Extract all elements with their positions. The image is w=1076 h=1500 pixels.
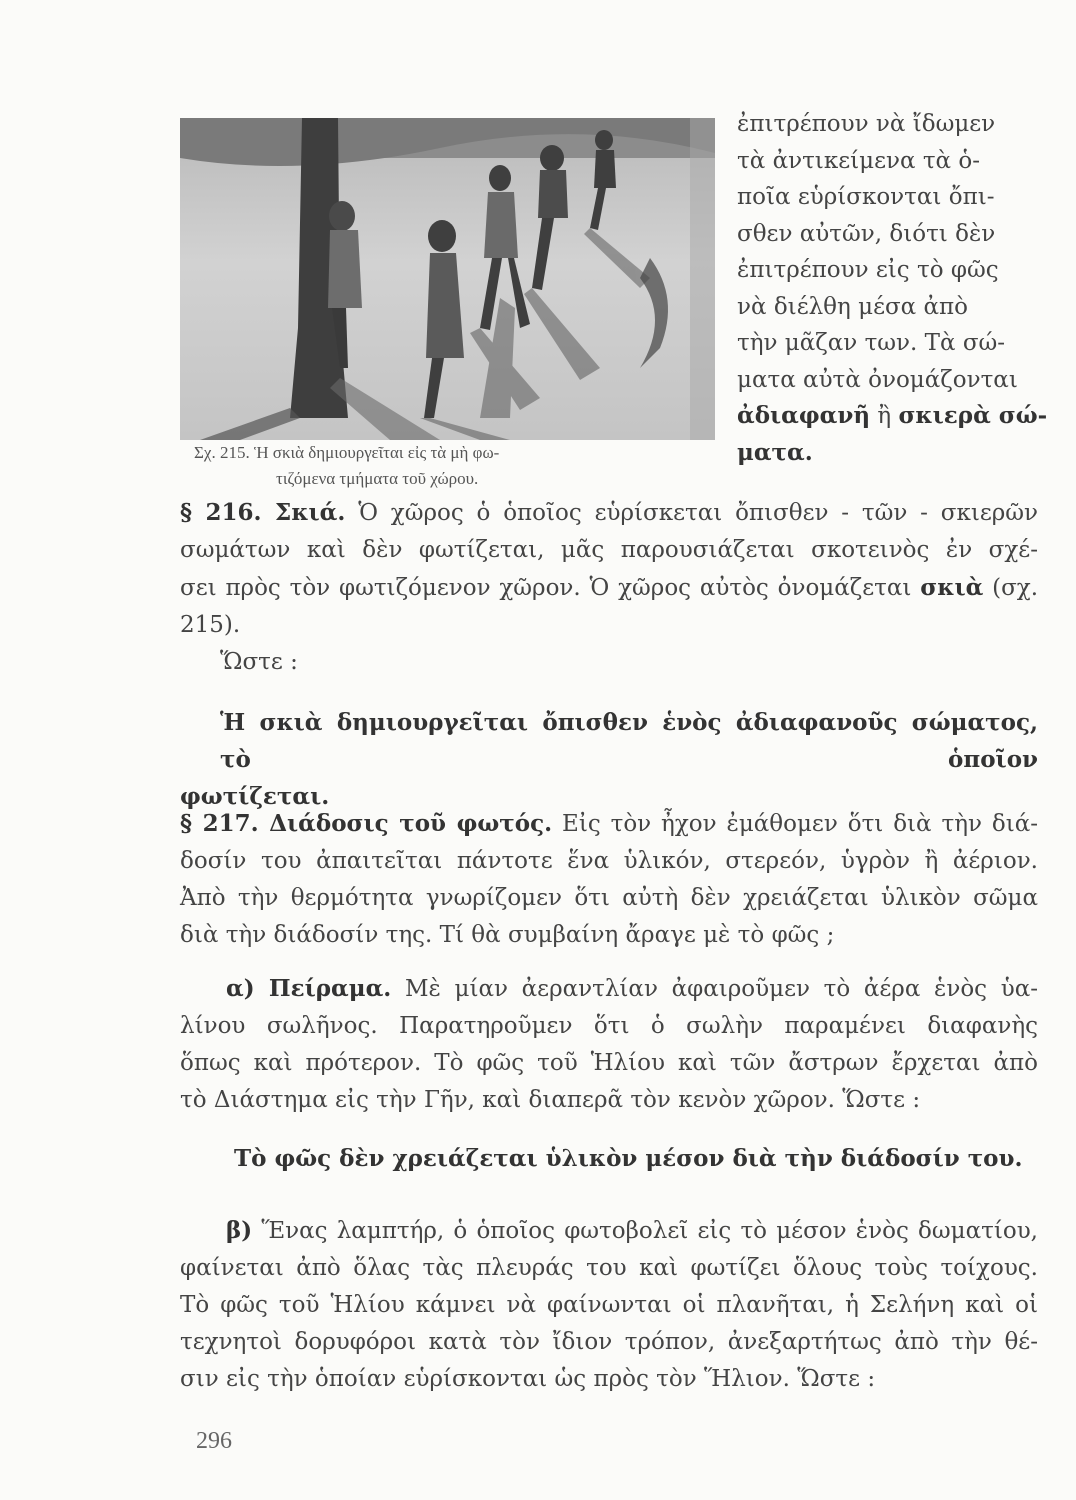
figure-ref: (σχ.	[992, 575, 1039, 601]
item-b-line-5: σιν εἰς τὴν ὁποίαν εὑρίσκονται ὡς πρὸς τὸν Ἥλιον. Ὥστε :	[180, 1366, 876, 1392]
photo-illustration	[180, 118, 715, 440]
rule-a	[180, 1140, 1038, 1177]
section-217	[180, 805, 1038, 954]
rule-216	[180, 704, 1038, 815]
section-216-heading: § 216. Σκιά.	[180, 499, 346, 526]
section-216	[180, 494, 1038, 681]
section-217-line-1	[180, 805, 1038, 843]
conclusion-label: Ὥστε :	[220, 649, 298, 675]
item-b-label: β)	[226, 1217, 253, 1244]
side-line: τὰ ἀντικείμενα τὰ ὁ-	[737, 147, 981, 174]
side-line: τὴν μᾶζαν των. Τὰ σώ-	[737, 330, 1006, 356]
item-b-line-1	[180, 1212, 1038, 1250]
word-or: ἢ	[877, 403, 892, 429]
figure-caption	[194, 440, 694, 492]
term-bodies: ματα.	[737, 438, 813, 466]
side-line: ποῖα εὑρίσκονται ὄπι-	[737, 184, 995, 210]
page-number: 296	[196, 1428, 232, 1454]
experiment-a-line-2: λίνου σωλῆνος. Παρατηροῦμεν ὅτι ὁ σωλὴν παραμένει διαφανὴς	[180, 1013, 1038, 1039]
side-line: σθεν αὐτῶν, διότι δὲν	[737, 220, 996, 247]
item-b-line-4: τεχνητοὶ δορυφόροι κατὰ τὸν ἴδιον τρόπον, ἀνεξαρτήτως ἀπὸ τὴν θέ-	[180, 1329, 1038, 1355]
side-line: ματα αὐτὰ ὀνομάζονται	[737, 366, 1018, 393]
figure-photo-children-shadows	[180, 118, 715, 440]
item-b-text: Ἕνας λαμπτήρ, ὁ ὁποῖος φωτοβολεῖ εἰς τὸ μέσον ἑνὸς δωματίου,	[261, 1218, 1038, 1244]
caption-line-2: τιζόμενα τμήματα τοῦ χώρου.	[276, 469, 479, 488]
experiment-a-line-1	[180, 970, 1038, 1008]
experiment-a-line-4: τὸ Διάστημα εἰς τὴν Γῆν, καὶ διαπερᾶ τὸν κενὸν χῶρον. Ὥστε :	[180, 1087, 921, 1113]
section-217-heading: § 217. Διάδοσις τοῦ φωτός.	[180, 810, 553, 837]
item-b	[180, 1212, 1038, 1398]
rule-a-text: Τὸ φῶς δὲν χρειάζεται ὑλικὸν μέσον διὰ τὴν διάδοσίν του.	[234, 1145, 1023, 1172]
term-shadowy: σκιερὰ σώ-	[898, 402, 1048, 429]
section-217-line-2: δοσίν του ἀπαιτεῖται πάντοτε ἕνα ὑλικόν, στερεόν, ὑγρὸν ἢ ἀέριον.	[180, 848, 1038, 874]
item-b-line-3: Τὸ φῶς τοῦ Ἡλίου κάμνει νὰ φαίνωνται οἱ πλανῆται, ἡ Σελήνη καὶ οἱ	[180, 1292, 1038, 1318]
side-line-bold	[737, 398, 1048, 435]
section-217-text: Εἰς τὸν ἦχον ἐμάθομεν ὅτι διὰ τὴν διά-	[562, 811, 1039, 837]
section-216-line-3	[180, 569, 1038, 607]
section-216-line-3-text: σει πρὸς τὸν φωτιζόμενον χῶρον. Ὁ χῶρος αὐτὸς ὀνομάζεται	[180, 575, 912, 601]
caption-line-1: Σχ. 215. Ἡ σκιὰ δημιουργεῖται εἰς τὰ μὴ φω-	[194, 443, 500, 462]
term-opaque: ἀδιαφανῆ	[737, 402, 871, 429]
section-216-line-1	[180, 494, 1038, 532]
experiment-a-line-3: ὅπως καὶ πρότερον. Τὸ φῶς τοῦ Ἡλίου καὶ τῶν ἄστρων ἔρχεται ἀπὸ	[180, 1050, 1038, 1076]
rule-216-line-1: Ἡ σκιὰ δημιουργεῖται ὄπισθεν ἑνὸς ἀδιαφανοῦς σώματος, τὸ ὁποῖον	[220, 709, 1038, 773]
item-b-line-2: φαίνεται ἀπὸ ὅλας τὰς πλευράς του καὶ φωτίζει ὅλους τοὺς τοίχους.	[180, 1255, 1038, 1281]
experiment-a-text: Μὲ μίαν ἀεραντλίαν ἀφαιροῦμεν τὸ ἀέρα ἑνὸς ὑα-	[404, 976, 1038, 1002]
experiment-a-label: α) Πείραμα.	[226, 975, 392, 1002]
side-line: ἐπιτρέπουν εἰς τὸ φῶς	[737, 257, 999, 283]
section-216-line-4: 215).	[180, 612, 241, 638]
side-column-text	[737, 106, 1048, 471]
rule-216-line-2: φωτίζεται.	[180, 783, 330, 810]
section-216-text: Ὁ χῶρος ὁ ὁποῖος εὑρίσκεται ὄπισθεν - τῶν - σκιερῶν	[358, 500, 1039, 526]
side-line: νὰ διέλθη μέσα ἀπὸ	[737, 293, 969, 320]
section-217-line-4: διὰ τὴν διάδοσίν της. Τί θὰ συμβαίνη ἄραγε μὲ τὸ φῶς ;	[180, 922, 835, 948]
section-216-line-2: σωμάτων καὶ δὲν φωτίζεται, μᾶς παρουσιάζεται σκοτεινὸς ἐν σχέ-	[180, 537, 1038, 563]
side-line: ἐπιτρέπουν νὰ ἴδωμεν	[737, 111, 996, 137]
term-shadow: σκιὰ	[920, 574, 984, 601]
section-217-line-3: Ἀπὸ τὴν θερμότητα γνωρίζομεν ὅτι αὐτὴ δὲν χρειάζεται ὑλικὸν σῶμα	[180, 885, 1038, 911]
experiment-a	[180, 970, 1038, 1119]
